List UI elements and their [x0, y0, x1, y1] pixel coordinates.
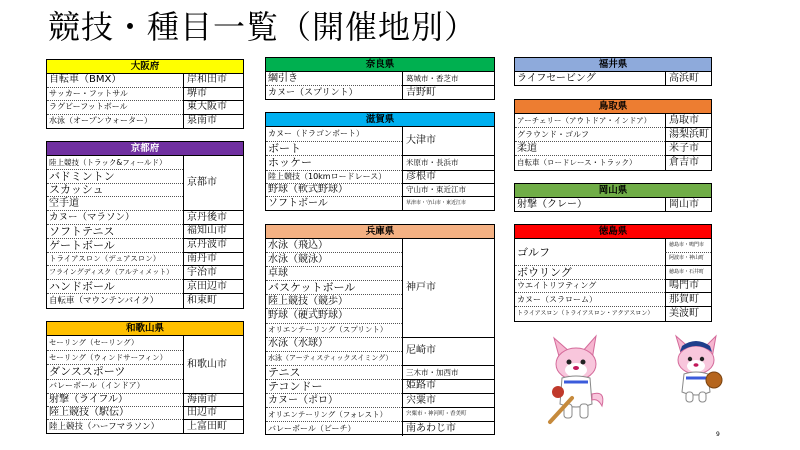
event-cell: 柔道	[515, 142, 665, 156]
event-cell: ボウリング	[515, 266, 665, 280]
event-cell: 陸上競技（競歩）	[266, 295, 402, 309]
venue-cell: 宍粟市・神河町・香美町	[402, 408, 494, 422]
event-cell: アーチェリー（アウトドア・インドア）	[515, 114, 665, 128]
header-wakayama: 和歌山県	[47, 322, 243, 336]
table-kyoto	[46, 141, 244, 309]
event-cell: ソフトボール	[268, 197, 328, 209]
event-cell: トライアスロン（トライアスロン・アクアスロン）	[517, 309, 654, 317]
event-cell: セーリング（ウィンドサーフィン）	[47, 351, 183, 366]
venue-cell: 岡山市	[665, 198, 711, 212]
table-fukui	[514, 57, 712, 86]
event-cell: バドミントン	[47, 170, 183, 184]
event-cell: トライアスロン（デュアスロン）	[47, 253, 183, 267]
header-okayama: 岡山県	[515, 184, 711, 198]
venue-cell: 宍粟市	[402, 394, 494, 408]
venue-cell: 彦根市	[402, 171, 494, 184]
venue-cell: 米子市	[665, 142, 711, 156]
event-cell: ウエイトリフティング	[515, 280, 665, 294]
header-osaka: 大阪府	[47, 60, 243, 74]
venue-cell: 田辺市	[183, 407, 243, 420]
table-nara	[265, 57, 495, 100]
table-osaka	[46, 59, 244, 129]
event-cell: 自転車（BMX）	[47, 74, 183, 88]
event-cell: 水泳（水球）	[266, 338, 402, 352]
event-cell: ハンドボール	[47, 280, 183, 294]
venue-cell: 京丹波市	[183, 239, 243, 253]
event-cell: ライフセービング	[517, 73, 596, 84]
header-shiga: 滋賀県	[266, 113, 494, 127]
table-hyogo	[265, 224, 495, 435]
table-okayama	[514, 183, 712, 212]
event-cell: 陸上競技（10kmロードレース）	[266, 171, 402, 184]
event-cell: サッカー・フットサル	[47, 88, 183, 102]
table-wakayama	[46, 321, 244, 434]
venue-cell: 南あわじ市	[402, 422, 494, 436]
header-nara: 奈良県	[266, 58, 494, 72]
event-cell: 陸上競技（トラック&フィールド）	[47, 156, 183, 170]
event-cell: ソフトテニス	[47, 225, 183, 239]
event-cell: オリエンテーリング（スプリント）	[266, 324, 402, 338]
venue-cell: 阿波市・神山町	[665, 253, 711, 267]
event-cell: カヌー（スラローム）	[515, 293, 665, 307]
event-cell: 綱引き	[266, 72, 402, 86]
page-title: 競技・種目一覧（開催地別）	[48, 8, 478, 46]
venue-cell: 大津市	[402, 127, 494, 156]
venue-cell: 宇治市	[183, 266, 243, 280]
event-cell: バレーボール（インドア）	[47, 380, 183, 395]
event-cell: ダンススポーツ	[47, 365, 183, 380]
event-cell: オリエンテーリング（フォレスト）	[266, 408, 402, 422]
venue-cell: 泉南市	[183, 115, 243, 129]
event-cell: セーリング（セーリング）	[47, 336, 183, 351]
event-cell: ホッケー	[266, 156, 402, 171]
venue-cell: 尼崎市	[402, 338, 494, 366]
event-cell: ボート	[266, 142, 402, 157]
venue-cell: 京都市	[183, 156, 243, 211]
mascot-baseball-glove-illustration	[662, 334, 730, 404]
venue-cell: 美波町	[665, 307, 711, 321]
event-cell: 陸上競技（ハーフマラソン）	[49, 421, 160, 432]
event-cell: 野球（軟式野球）	[266, 184, 402, 198]
event-cell: 水泳（アーティスティックスイミング）	[266, 352, 402, 366]
header-hyogo: 兵庫県	[266, 225, 494, 239]
venue-cell: 福知山市	[183, 225, 243, 239]
venue-cell: 岸和田市	[183, 74, 243, 88]
event-cell: カヌー（スプリント）	[268, 87, 358, 98]
table-tottori	[514, 99, 712, 171]
event-cell: カヌー（ドラゴンボート）	[266, 127, 402, 142]
mascot-baseball-illustration	[542, 334, 610, 426]
event-cell: 陸上競技（駅伝）	[47, 407, 183, 420]
header-fukui: 福井県	[515, 58, 711, 72]
venue-cell: 草津市・守山市・東近江市	[402, 197, 494, 210]
event-cell: カヌー（マラソン）	[47, 211, 183, 225]
event-cell: スカッシュ	[47, 184, 183, 198]
event-cell: 野球（硬式野球）	[266, 309, 402, 323]
event-cell: バレーボール（ビーチ）	[268, 424, 356, 434]
event-cell: 水泳（飛込）	[266, 239, 402, 253]
event-cell: テニス	[266, 366, 402, 380]
event-cell: 射撃（ライフル）	[47, 394, 183, 407]
event-cell: 水泳（オープンウォーター）	[49, 116, 152, 126]
event-cell: 水泳（競泳）	[266, 253, 402, 267]
venue-cell: 湯梨浜町	[665, 128, 711, 142]
event-cell: テコンドー	[266, 380, 402, 394]
venue-cell: 三木市・加西市	[402, 366, 494, 380]
event-cell: フライングディスク（アルティメット）	[47, 266, 183, 280]
event-cell: バスケットボール	[266, 281, 402, 295]
venue-cell: 堺市	[183, 88, 243, 102]
venue-cell: 守山市・東近江市	[402, 184, 494, 198]
venue-cell: 倉吉市	[665, 156, 711, 170]
event-cell: 自転車（ロードレース・トラック）	[517, 158, 637, 168]
venue-cell: 神戸市	[402, 239, 494, 338]
event-cell: 射撃（クレー）	[517, 199, 587, 210]
event-cell: 空手道	[47, 197, 183, 211]
event-cell: ゲートボール	[47, 239, 183, 253]
venue-cell: 姫路市	[402, 380, 494, 394]
venue-cell: 京丹後市	[183, 211, 243, 225]
venue-cell: 米原市・長浜市	[402, 156, 494, 171]
venue-cell: 那賀町	[665, 293, 711, 307]
table-shiga	[265, 112, 495, 211]
event-cell: ラグビーフットボール	[47, 101, 183, 115]
table-tokushima	[514, 224, 712, 322]
venue-cell: 上富田町	[183, 420, 243, 434]
venue-cell: 徳島市・石井町	[665, 266, 711, 280]
venue-cell: 京田辺市	[183, 280, 243, 294]
venue-cell: 高浜町	[665, 72, 711, 86]
venue-cell: 徳島市・鳴門市	[665, 239, 711, 253]
venue-cell: 鳴門市	[665, 280, 711, 294]
event-cell: 自転車（マウンテンバイク）	[49, 295, 159, 306]
event-cell: 卓球	[266, 267, 402, 281]
header-tokushima: 徳島県	[515, 225, 711, 239]
event-cell: グラウンド・ゴルフ	[515, 128, 665, 142]
venue-cell: 海南市	[183, 394, 243, 407]
venue-cell: 和束町	[183, 294, 243, 308]
header-tottori: 鳥取県	[515, 100, 711, 114]
event-cell: ゴルフ	[515, 239, 665, 266]
header-kyoto: 京都府	[47, 142, 243, 156]
venue-cell: 南丹市	[183, 253, 243, 267]
page-number: 9	[716, 431, 720, 438]
venue-cell: 和歌山市	[183, 336, 243, 394]
venue-cell: 東大阪市	[183, 101, 243, 115]
event-cell: カヌー（ポロ）	[266, 394, 402, 408]
venue-cell: 吉野町	[402, 86, 494, 100]
venue-cell: 鳥取市	[665, 114, 711, 128]
venue-cell: 葛城市・香芝市	[402, 72, 494, 86]
